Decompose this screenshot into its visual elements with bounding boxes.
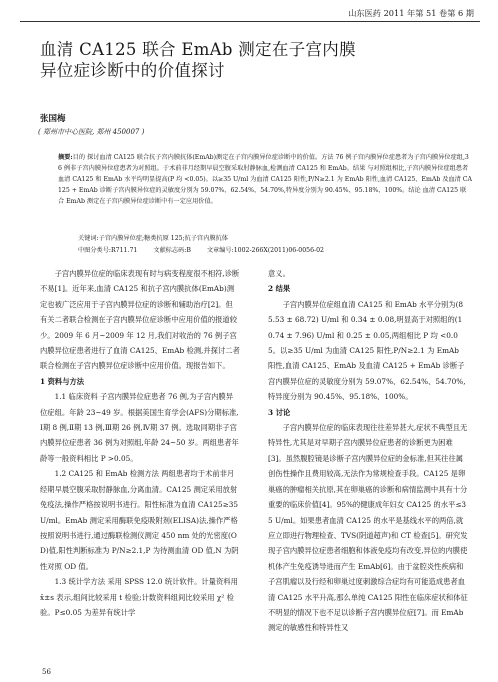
- section-heading: 3 讨论: [268, 407, 291, 417]
- abstract: [58, 152, 472, 207]
- body-paragraph: 子宫内膜异位症的临床表现有时与病变程度很不相符,诊断不易[1]。近年来,血清 CA125 和抗子宫内膜抗体(EmAb)测定也被广泛应用于子宫内膜异位症的诊断和辅助治疗[2]。但有关二者联合检测在子宫内膜异位症诊断中应用价值的报道较少。2009 年 6 月~2009 年 12 月,我们对收治的 76 例子宫内膜异位症患者进行了血清 CA125、EmAb 检测,并探讨二者联合检测在子宫内膜异位症诊断中应用价值。现报告如下。: [40, 269, 240, 371]
- body-right-column: [268, 266, 468, 636]
- author-affiliation: ( 郑州市中心医院, 郑州 450007 ): [38, 128, 145, 136]
- body-paragraph: 1.1 临床资料 子宫内膜异位症患者 76 例,为子宫内膜异位症组。年龄 23~49 岁。根据美国生育学会(AFS)分期标准,Ⅰ期 8 例,Ⅱ期 13 例,Ⅲ期 26 例,Ⅳ期 37 例。选取同期非子宫内膜异位症患者 36 例为对照组,年龄 24~50 岁。两组患者年龄等一般资料相比 P >0.05。: [40, 392, 239, 463]
- body-left-column: [40, 266, 240, 620]
- document-code: 文献标志码:B: [153, 247, 191, 254]
- article-number: 文章编号:1002-266X(2011)06-0056-02: [206, 247, 324, 254]
- running-header: 山东医药 2011 年第 51 卷第 6 期: [348, 8, 474, 18]
- body-paragraph: 意义。: [268, 269, 290, 278]
- body-paragraph: 1.3 统计学方法 采用 SPSS 12.0 统计软件。计量资料用 x̄±s 表示,组间比较采用 t 检验;计数资料组间比较采用 χ² 检验。P≤0.05 为差异有统计学: [40, 577, 238, 617]
- article-title-line-1: 血清 CA125 联合 EmAb 测定在子宫内膜: [40, 40, 356, 59]
- clc-number: 中图分类号:R711.71: [78, 247, 138, 254]
- section-heading: 1 资料与方法: [40, 376, 85, 386]
- keywords: 关键词:子宫内膜异位症;糖类抗原 125;抗子宫内膜抗体: [78, 235, 228, 242]
- classification-line: [78, 245, 338, 254]
- abstract-label: 摘要:: [58, 154, 73, 161]
- body-paragraph: 子宫内膜异位症组血清 CA125 和 EmAb 水平分别为(85.53 ± 68.72) U/ml 和 0.34 ± 0.08,明显高于对照组的(10.74 ± 7.96) U/ml 和 0.25 ± 0.05,两组相比 P 均 <0.05。以≥35 U/ml 为血清 CA125 阳性,P/N≥2.1 为 EmAb 阳性,血清 CA125、EmAb 及血清 CA125 + EmAb 诊断子宫内膜异位症的灵敏度分别为 59.07%、62.54%、54.70%,特异度分别为 90.45%、95.18%、100%。: [268, 299, 466, 402]
- header-rule: [20, 21, 480, 22]
- article-title-line-2: 异位症诊断中的价值探讨: [40, 61, 225, 80]
- body-paragraph: 子宫内膜异位症的临床表现往往差异甚大,症状不典型且无特异性,尤其是对早期子宫内膜异位症患者的诊断更为困难[3]。虽然腹腔镜是诊断子宫内膜异位症的金标准,但其往往属创伤性操作且费用较高,无法作为常规检查手段。CA125 是卵巢癌的肿瘤相关抗原,其在卵巢癌的诊断和病情监测中具有十分重要的临床价值[4]。95%的健康成年妇女 CA125 的水平≤35 U/ml。如果患者血清 CA125 的水平是基线水平的两倍,就应立即进行物理检查、TVS(阴道超声)和 CT 检查[5]。研究发现子宫内膜异位症患者细胞和体液免疫均有改变,异位的内膜使机体产生免疫诱导进而产生 EmAb[6]。由于盆腔炎性疾病和子宫肌瘤以及行经和卵巢过度刺激综合症均有可能造成患者血清 CA125 水平升高,那么单纯 CA125 阳性在临床症状和体征不明显的情况下也不足以诊断子宫内膜异位症[7]。而 EmAb 测定的敏感性和特异性又: [268, 423, 468, 633]
- section-heading: 2 结果: [268, 284, 291, 294]
- author-name: 张国梅: [40, 114, 66, 124]
- page-number: 56: [42, 668, 51, 676]
- body-paragraph: 1.2 CA125 和 EmAb 检测方法 两组患者均于术前非月经期早晨空腹采取肘静脉血,分离血清。CA125 测定采用放射免疫法,操作严格按说明书进行。阳性标准为血清 CA125≥35 U/ml。EmAb 测定采用酶联免疫吸附剂(ELISA)法,操作严格按照说明书进行,通过酶联检测仪测定 450 nm 处的光密度(OD)值,阳性判断标准为 P/N≥2.1,P 为待测血清 OD 值,N 为阴性对照 OD 值。: [40, 469, 239, 571]
- abstract-text: 目的 探讨血清 CA125 联合抗子宫内膜抗体(EmAb)测定在子宫内膜异位症诊断中的价值。方法 76 例子宫内膜异位症患者为子宫内膜异位症组,36 例非子宫内膜异位症患者为对照组。于术前非月经期早晨空腹采取肘静脉血,检测血清 CA125 和 EmAb。结果 与对照组相比,子宫内膜异位症组患者血清 CA125 和 EmAb 水平均明显提高(P 均 <0.05)。以≥35 U/ml 为血清 CA125 阳性,P/N≥2.1 为 EmAb 阳性,血清 CA125、EmAb 及血清 CA125 + EmAb 诊断子宫内膜异位症的灵敏度分别为 59.07%、62.54%、54.70%,特异度分别为 90.45%、95.18%、100%。结论 血清 CA125 联合 EmAb 测定在子宫内膜异位症诊断中有一定应用价值。: [58, 154, 472, 205]
